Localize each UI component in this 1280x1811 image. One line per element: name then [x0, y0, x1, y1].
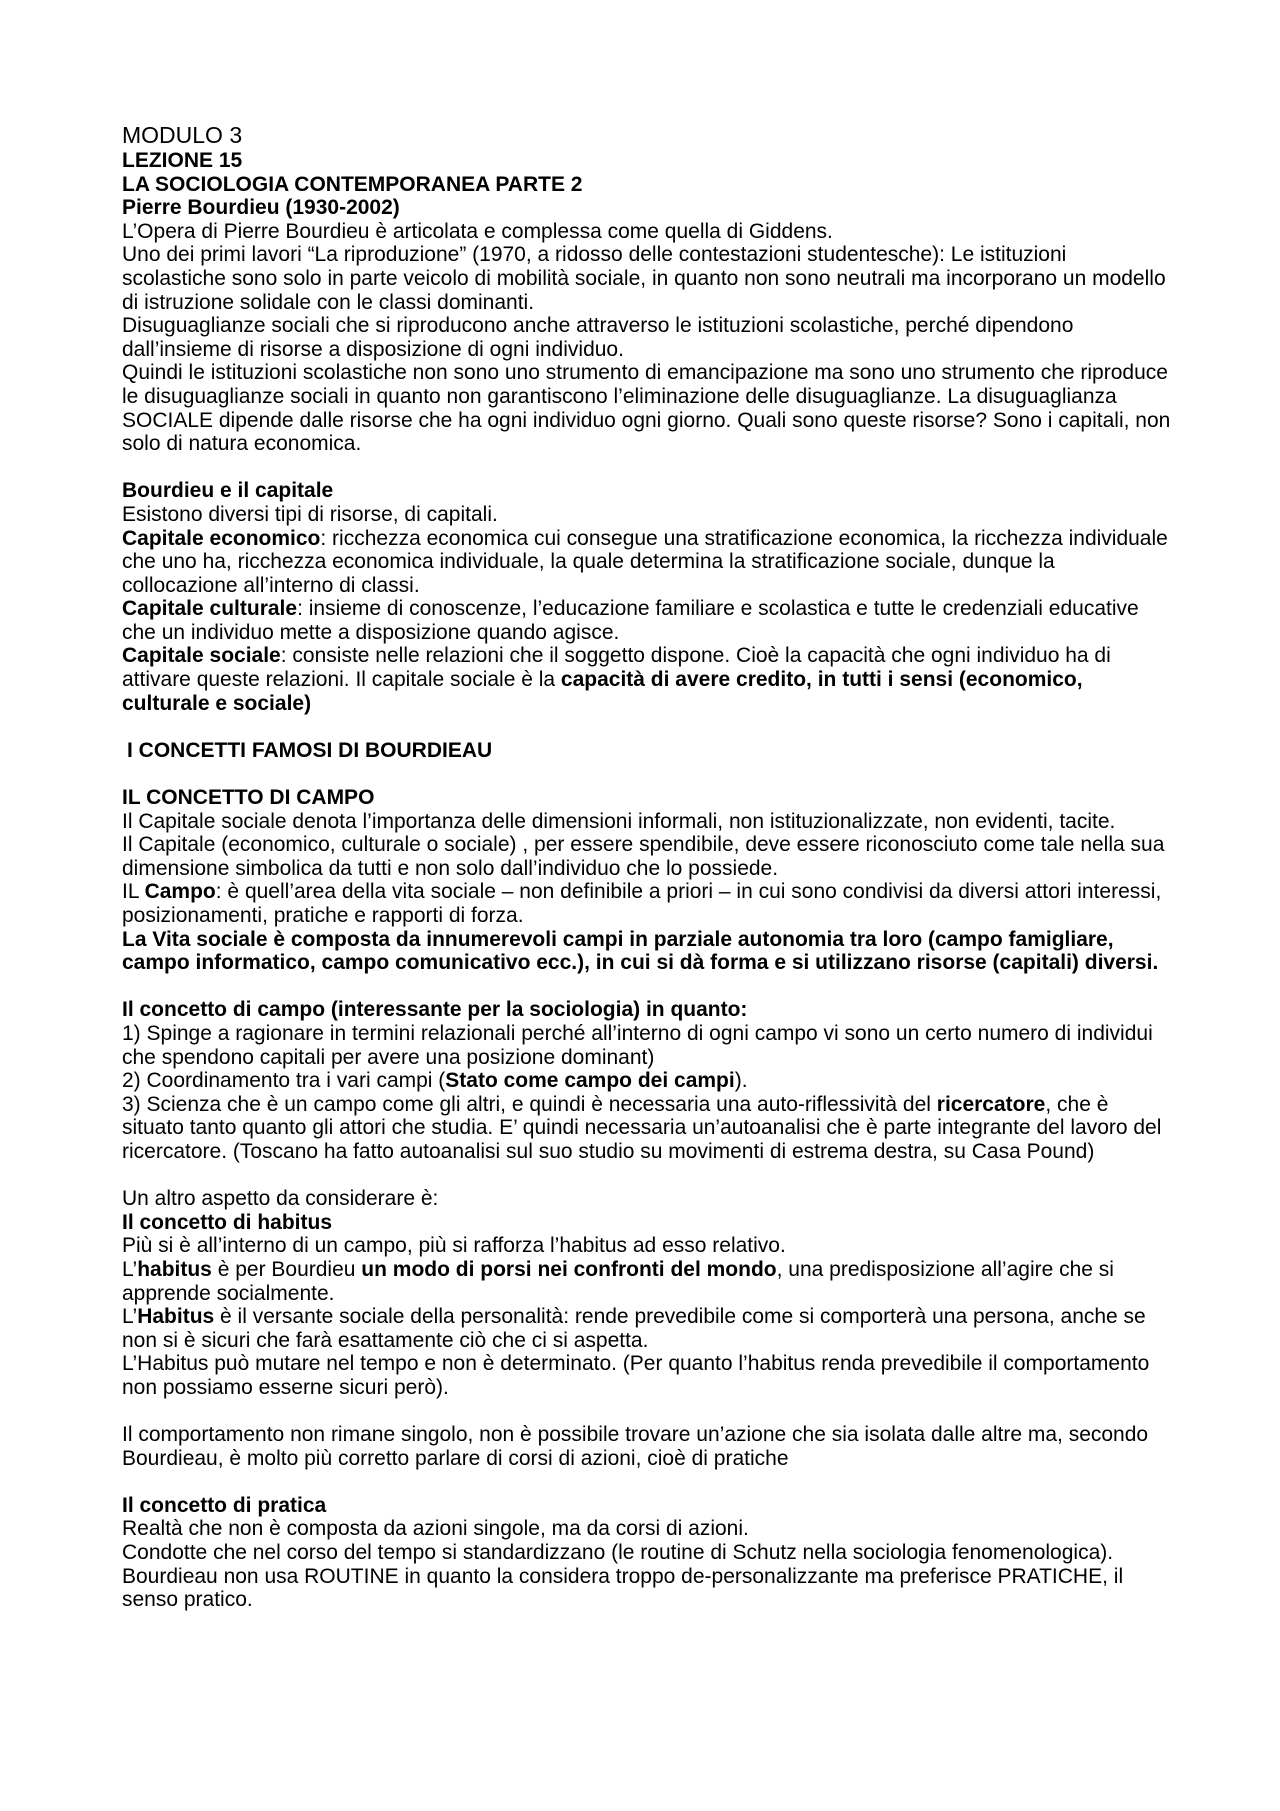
intro-paragraph-4: Quindi le istituzioni scolastiche non sono uno strumento di emancipazione ma sono uno strumento che riproduce le disuguaglianze sociali in quanto non garantiscono l’eliminazione delle disuguaglianze. La disuguaglianza SOCIALE dipende dalle risorse che ha ogni individuo ogni giorno. Quali sono queste risorse? Sono i capitali, non solo di natura economica. [122, 361, 1171, 456]
list-item-3 [122, 1093, 1172, 1164]
term-capitale-sociale: Capitale sociale [122, 644, 281, 668]
spacer [122, 456, 1172, 480]
list-item-2-bold: Stato come campo dei campi [445, 1069, 735, 1093]
section-title: LA SOCIOLOGIA CONTEMPORANEA PARTE 2 [122, 172, 583, 196]
list-item-2 [122, 1069, 1172, 1093]
term-campo: Campo [144, 880, 216, 904]
habitus-paragraph-2 [122, 1258, 1172, 1305]
pratica-paragraph-1: Realtà che non è composta da azioni singole, ma da corsi di azioni. [122, 1517, 749, 1541]
term-capitale-economico: Capitale economico [122, 526, 321, 550]
habitus-p2-mid: è per Bourdieu [211, 1257, 362, 1281]
capitale-heading: Bourdieu e il capitale [122, 479, 334, 503]
capitale-culturale-text: : insieme di conoscenze, l’educazione familiare e scolastica e tutte le credenziali educative che un individuo mette a disposizione quando agisce. [122, 597, 1139, 644]
habitus-lead: Un altro aspetto da considerare è: [122, 1187, 439, 1211]
spacer [122, 975, 1172, 999]
document-page [122, 122, 1172, 1612]
capitale-culturale [122, 597, 1172, 644]
habitus-p2-post: , una predisposizione all’agire che si apprende socialmente. [122, 1257, 1114, 1305]
intro-paragraph-3: Disuguaglianze sociali che si riproducono anche attraverso le istituzioni scolastiche, perché dipendono dall’insieme di risorse a disposizione di ogni individuo. [122, 314, 1074, 361]
spacer [122, 1470, 1172, 1494]
intro-paragraph-1: L’Opera di Pierre Bourdieu è articolata e complessa come quella di Giddens. [122, 219, 833, 243]
pratica-paragraph-2: Condotte che nel corso del tempo si standardizzano (le routine di Schutz nella sociologia fenomenologica). Bourdieau non usa ROUTINE in quanto la considera troppo de-personalizzante ma preferisce PRATICHE, il senso pratico. [122, 1541, 1124, 1612]
pratica-heading: Il concetto di pratica [122, 1493, 327, 1517]
habitus-p2-bold: un modo di porsi nei confronti del mondo [361, 1257, 777, 1281]
list-item-3-post: , che è situato tanto quanto gli attori che studia. E’ quindi necessaria un’autoanalisi che è parte integrante del lavoro del ricercatore. (Toscano ha fatto autoanalisi sul suo studio su movimenti di estrema destra, su Casa Pound) [122, 1092, 1162, 1163]
author-heading: Pierre Bourdieu (1930-2002) [122, 196, 400, 220]
term-habitus: habitus [137, 1257, 212, 1281]
list-item-2-pre: 2) Coordinamento tra i vari campi ( [122, 1069, 446, 1093]
campo-paragraph-1: Il Capitale sociale denota l’importanza delle dimensioni informali, non istituzionalizzate, non evidenti, tacite. [122, 809, 1116, 833]
habitus-p3-pre: L’ [122, 1305, 138, 1329]
habitus-paragraph-1: Più si è all’interno di un campo, più si rafforza l’habitus ad esso relativo. [122, 1234, 786, 1258]
campo-paragraph-2: Il Capitale (economico, culturale o sociale) , per essere spendibile, deve essere riconosciuto come tale nella sua dimensione simbolica da tutti e non solo dall’individuo che lo possiede. [122, 833, 1165, 880]
habitus-p2-pre: L’ [122, 1257, 138, 1281]
capitale-sociale [122, 644, 1172, 715]
campo-heading: IL CONCETTO DI CAMPO [122, 786, 375, 810]
habitus-paragraph-4: L’Habitus può mutare nel tempo e non è determinato. (Per quanto l’habitus renda prevedibile il comportamento non possiamo esserne sicuri però). [122, 1352, 1150, 1399]
lesson-title: LEZIONE 15 [122, 149, 243, 172]
term-habitus-2: Habitus [137, 1305, 215, 1329]
list-item-3-pre: 3) Scienza che è un campo come gli altri, e quindi è necessaria una auto-riflessività del [122, 1092, 937, 1116]
intro-paragraph-2: Uno dei primi lavori “La riproduzione” (1970, a ridosso delle contestazioni studentesche): Le istituzioni scolastiche sono solo in parte veicolo di mobilità sociale, in quanto non sono neutrali ma incorporano un modello di istruzione solidale con le classi dominanti. [122, 243, 1166, 314]
habitus-p3-text: è il versante sociale della personalità: rende prevedibile come si comporterà una persona, anche se non si è sicuri che farà esattamente ciò che ci si aspetta. [122, 1305, 1146, 1352]
capitale-intro: Esistono diversi tipi di risorse, di capitali. [122, 502, 498, 526]
interesse-heading: Il concetto di campo (interessante per la sociologia) in quanto: [122, 998, 748, 1022]
capitale-economico-text: : ricchezza economica cui consegue una stratificazione economica, la ricchezza individuale che uno ha, ricchezza economica individuale, la quale determina la stratificazione sociale, dunque la collocazione all’interno di classi. [122, 526, 1168, 597]
spacer [122, 1164, 1172, 1188]
habitus-paragraph-3 [122, 1305, 1172, 1352]
capitale-sociale-bold: capacità di avere credito, in tutti i sensi (economico, culturale e sociale) [122, 668, 1083, 715]
campo-paragraph-4: La Vita sociale è composta da innumerevoli campi in parziale autonomia tra loro (campo famigliare, campo informatico, campo comunicativo ecc.), in cui si dà forma e si utilizzano risorse (capitali) diversi. [122, 927, 1159, 975]
list-item-3-bold: ricercatore [936, 1092, 1046, 1116]
habitus-paragraph-5: Il comportamento non rimane singolo, non è possibile trovare un’azione che sia isolata dalle altre ma, secondo Bourdieau, è molto più corretto parlare di corsi di azioni, cioè di pratiche [122, 1423, 1149, 1470]
habitus-heading: Il concetto di habitus [122, 1210, 333, 1234]
spacer [122, 1399, 1172, 1423]
list-item-1: 1) Spinge a ragionare in termini relazionali perché all’interno di ogni campo vi sono un certo numero di individui che spendono capitali per avere una posizione dominant) [122, 1021, 1153, 1069]
campo-paragraph-3 [122, 880, 1172, 927]
concetti-heading: I CONCETTI FAMOSI DI BOURDIEAU [127, 738, 493, 762]
module-title: MODULO 3 [122, 122, 243, 148]
capitale-sociale-text: : consiste nelle relazioni che il soggetto dispone. Cioè la capacità che ogni individuo ha di attivare queste relazioni. Il capitale sociale è la [122, 644, 1111, 692]
campo-prefix: IL [122, 880, 145, 904]
list-item-2-post: ). [734, 1069, 748, 1093]
capitale-economico [122, 527, 1172, 598]
term-capitale-culturale: Capitale culturale [122, 597, 298, 621]
spacer [122, 762, 1172, 786]
spacer [122, 715, 1172, 739]
campo-definition: : è quell’area della vita sociale – non definibile a priori – in cui sono condivisi da diversi attori interessi, posizionamenti, pratiche e rapporti di forza. [122, 880, 1162, 927]
